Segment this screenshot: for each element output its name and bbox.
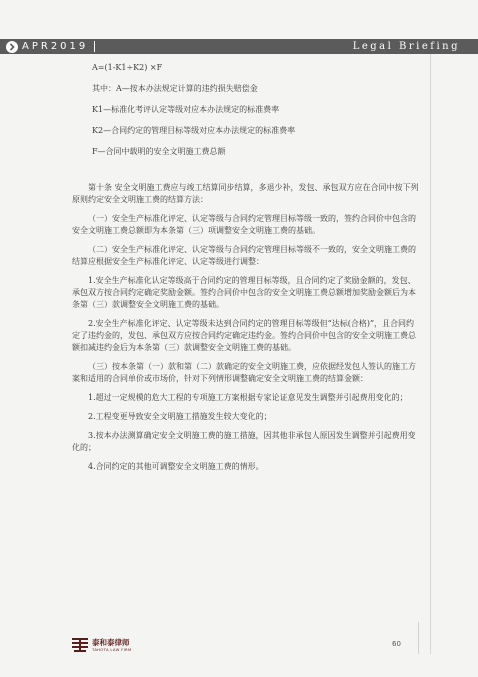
formula-line: F—合同中载明的安全文明施工费总额: [92, 147, 226, 156]
article-item-1: （一）安全生产标准化评定、认定等级与合同约定管理目标等级一致的，签约合同价中包含的安全文明施工费总额即为本条第（三）项调整安全文明施工费的基础。: [72, 214, 416, 235]
chevron-right-icon: [6, 41, 18, 53]
article-item-3-3: 3.按本办法测算确定安全文明施工费的施工措施，因其他非承包人原因发生调整并引起费用变化的；: [72, 431, 416, 452]
page-number: 60: [392, 640, 401, 648]
margin-rule: [430, 54, 431, 654]
firm-name-en: TAHOTA LAW FIRM: [92, 647, 132, 652]
publication-title: Legal Briefing: [352, 41, 460, 52]
formula-line: 其中：A—按本办法规定计算的违约损失赔偿金: [92, 84, 258, 93]
article-heading: 第十条 安全文明施工费应与竣工结算同步结算，多退少补，发包、承包双方应在合同中按下列原则约定安全文明施工费的结算方法：: [72, 183, 419, 204]
formula-line: K1—标准化考评认定等级对应本办法规定的标准费率: [92, 105, 280, 114]
formula-block: [72, 62, 420, 158]
article-item-3: （三）按本条第（一）款和第（二）款确定的安全文明施工费，应依据经发包人签认的施工方案和适用的合同单价或市场价，针对下列情形调整确定安全文明施工费的结算金额：: [72, 362, 416, 383]
page-body: [72, 62, 420, 480]
issue-label: APR2019: [22, 41, 89, 52]
firm-logo-icon: [72, 638, 88, 652]
formula-line: K2—合同约定的管理目标等级对应本办法规定的标准费率: [92, 126, 296, 135]
article-item-2-2: 2.安全生产标准化评定、认定等级未达到合同约定的管理目标等级但“达标(合格)”，且合同约定了违约金的，发包、承包双方应按合同约定确定违约金。签约合同价中包含的安全文明施工费总额扣减违约金后为本条第（三）款调整安全文明施工费的基础。: [72, 319, 416, 352]
article-item-2: （二）安全生产标准化评定、认定等级与合同约定管理目标等级不一致的，安全文明施工费的结算应根据安全生产标准化评定、认定等级进行调整：: [72, 245, 416, 266]
article-item-2-1: 1.安全生产标准化认定等级高于合同约定的管理目标等级，且合同约定了奖励金额的，发包、承包双方按合同约定确定奖励金额。签约合同价中包含的安全文明施工费总额增加奖励金额后为本条第（三）款调整安全文明施工费的基础。: [72, 276, 416, 309]
firm-name-cn: 泰和泰律师: [92, 638, 130, 647]
formula-line: A=(1-K1÷K2) ×F: [92, 63, 163, 72]
firm-logo: [72, 638, 132, 652]
footer-rule: [418, 622, 419, 654]
issue-tag: [6, 39, 95, 54]
article-item-3-2: 2.工程变更导致安全文明施工措施发生较大变化的；: [88, 412, 272, 421]
article-item-3-1: 1.超过一定规模的危大工程的专项施工方案根据专家论证意见发生调整并引起费用变化的；: [88, 393, 408, 402]
article-item-3-4: 4.合同约定的其他可调整安全文明施工费的情形。: [88, 462, 264, 471]
header-divider: [94, 41, 95, 52]
